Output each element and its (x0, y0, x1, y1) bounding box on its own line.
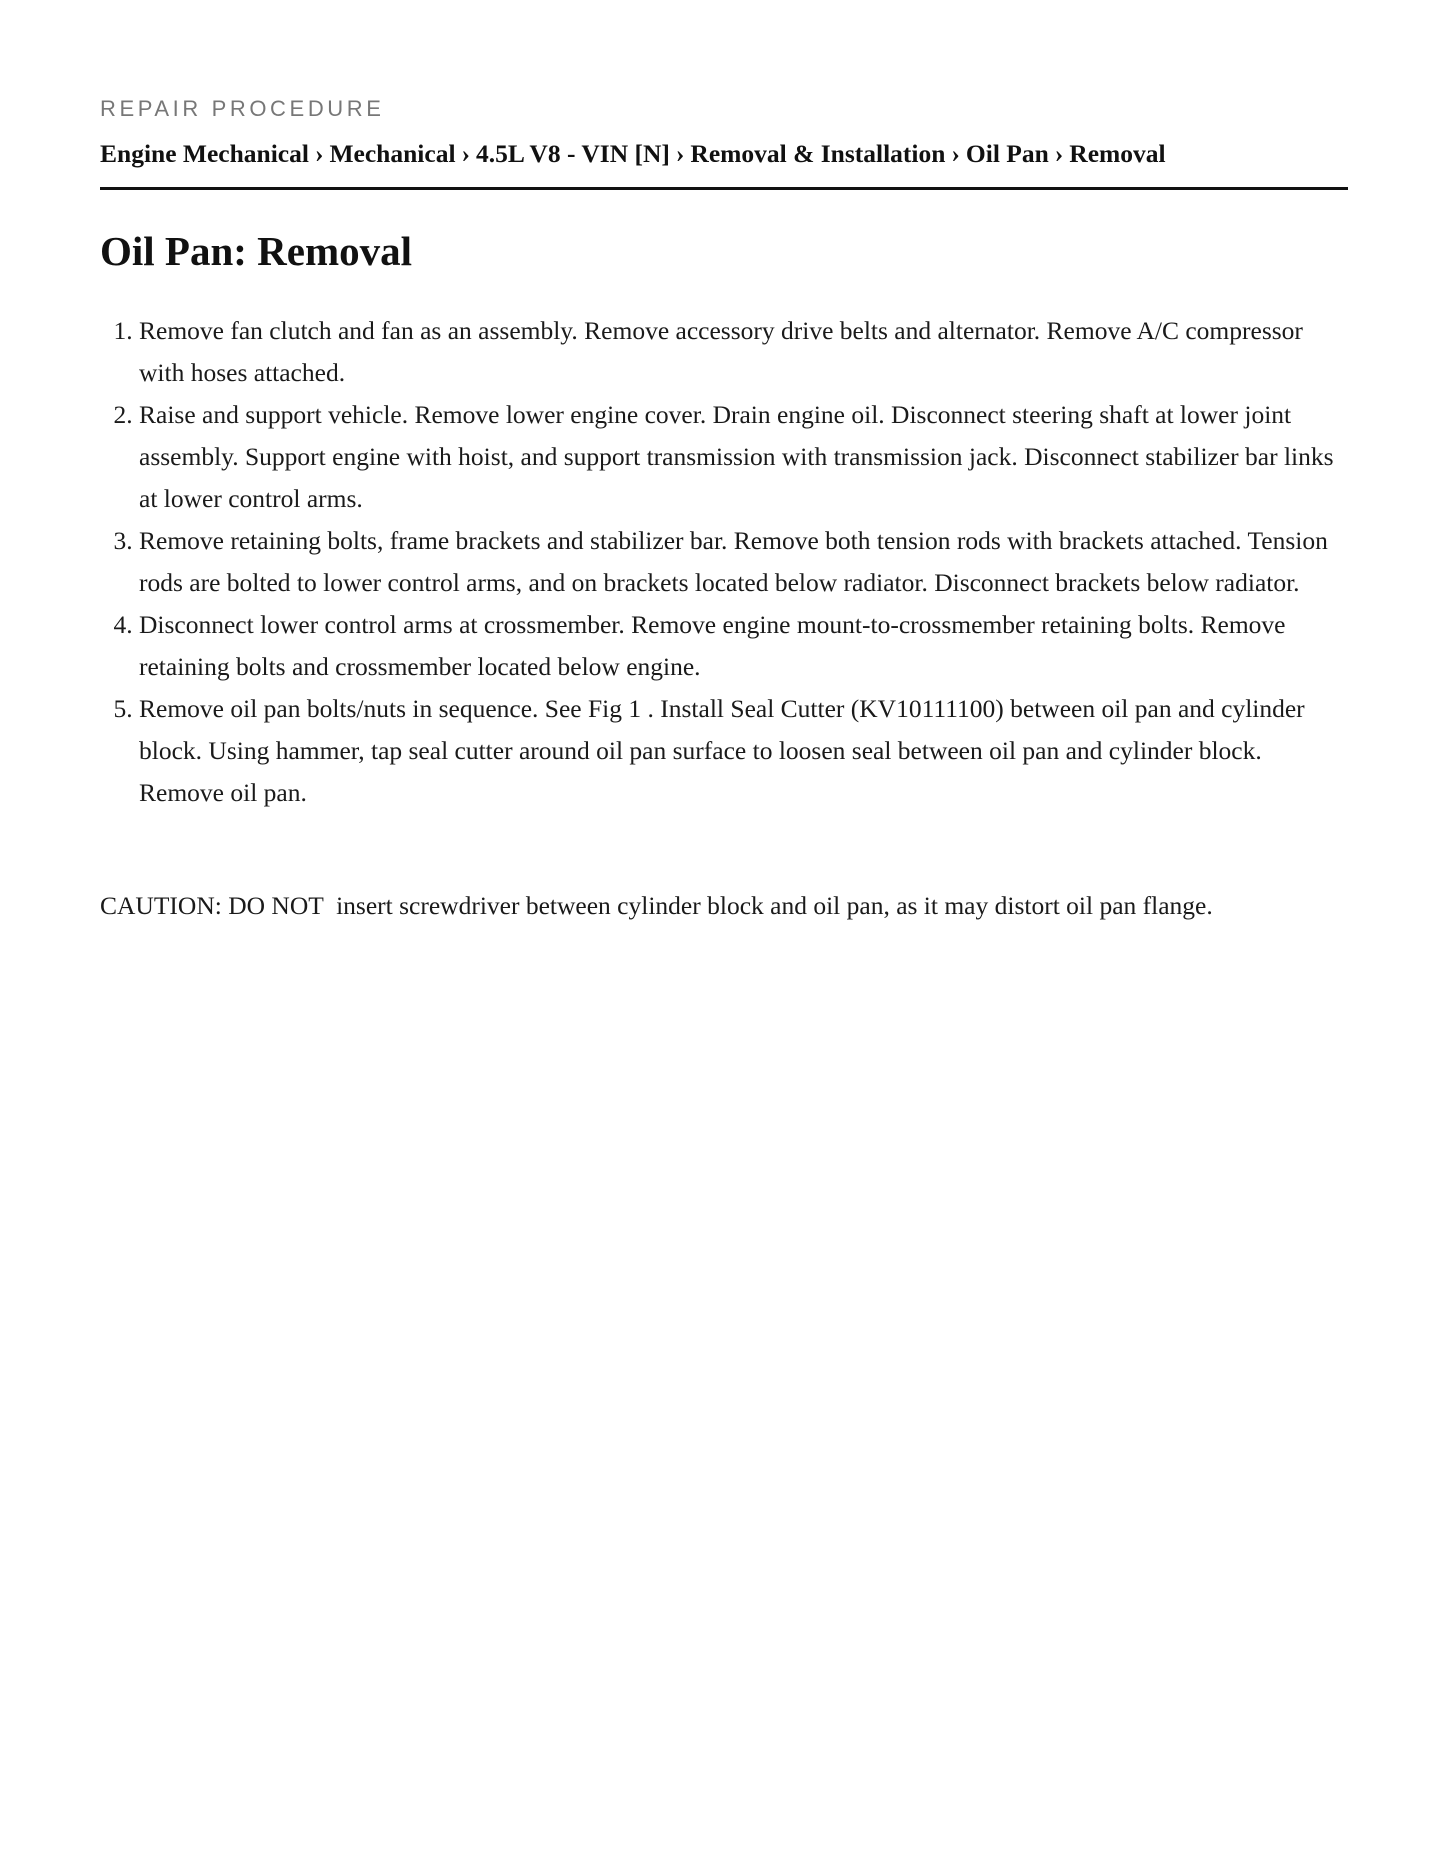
breadcrumb-separator: › (1054, 139, 1064, 168)
breadcrumb-item: Engine Mechanical (100, 139, 309, 168)
breadcrumb-separator: › (461, 139, 471, 168)
procedure-step: 4. Disconnect lower control arms at crossmember. Remove engine mount-to-crossmember retaining bolts. Remove retaining bolts and crossmember located below engine. (139, 604, 1348, 688)
procedure-step: 2. Raise and support vehicle. Remove lower engine cover. Drain engine oil. Disconnect steering shaft at lower joint assembly. Support engine with hoist, and support transmission with transmission jack. Disconnect stabilizer bar links at lower control arms. (139, 394, 1348, 520)
breadcrumb-item: Oil Pan (965, 139, 1049, 168)
page-title: Oil Pan: Removal (100, 228, 413, 274)
procedure-step: 1. Remove fan clutch and fan as an assembly. Remove accessory drive belts and alternator. Remove A/C compressor with hoses attached. (139, 310, 1348, 394)
breadcrumb-item: Removal & Installation (690, 139, 946, 168)
header-divider (100, 187, 1348, 190)
procedure-steps (100, 310, 1348, 814)
breadcrumb (100, 137, 1166, 171)
breadcrumb-item: Mechanical (329, 139, 456, 168)
breadcrumb-separator: › (951, 139, 960, 168)
breadcrumb-item: 4.5L V8 - VIN [N] (476, 139, 670, 168)
breadcrumb-separator: › (675, 139, 685, 168)
section-kicker: REPAIR PROCEDURE (100, 96, 385, 121)
procedure-step: 5. Remove oil pan bolts/nuts in sequence. See Fig 1 . Install Seal Cutter (KV10111100) between oil pan and cylinder block. Using hammer, tap seal cutter around oil pan surface to loosen seal between oil pan and cylinder block. Remove oil pan. (139, 688, 1348, 814)
caution-note: CAUTION: DO NOT insert screwdriver between cylinder block and oil pan, as it may distort oil pan flange. (100, 891, 1213, 920)
breadcrumb-separator: › (314, 139, 324, 168)
breadcrumb-item: Removal (1069, 139, 1166, 168)
procedure-step: 3. Remove retaining bolts, frame brackets and stabilizer bar. Remove both tension rods with brackets attached. Tension rods are bolted to lower control arms, and on brackets located below radiator. Disconnect brackets below radiator. (139, 520, 1348, 604)
